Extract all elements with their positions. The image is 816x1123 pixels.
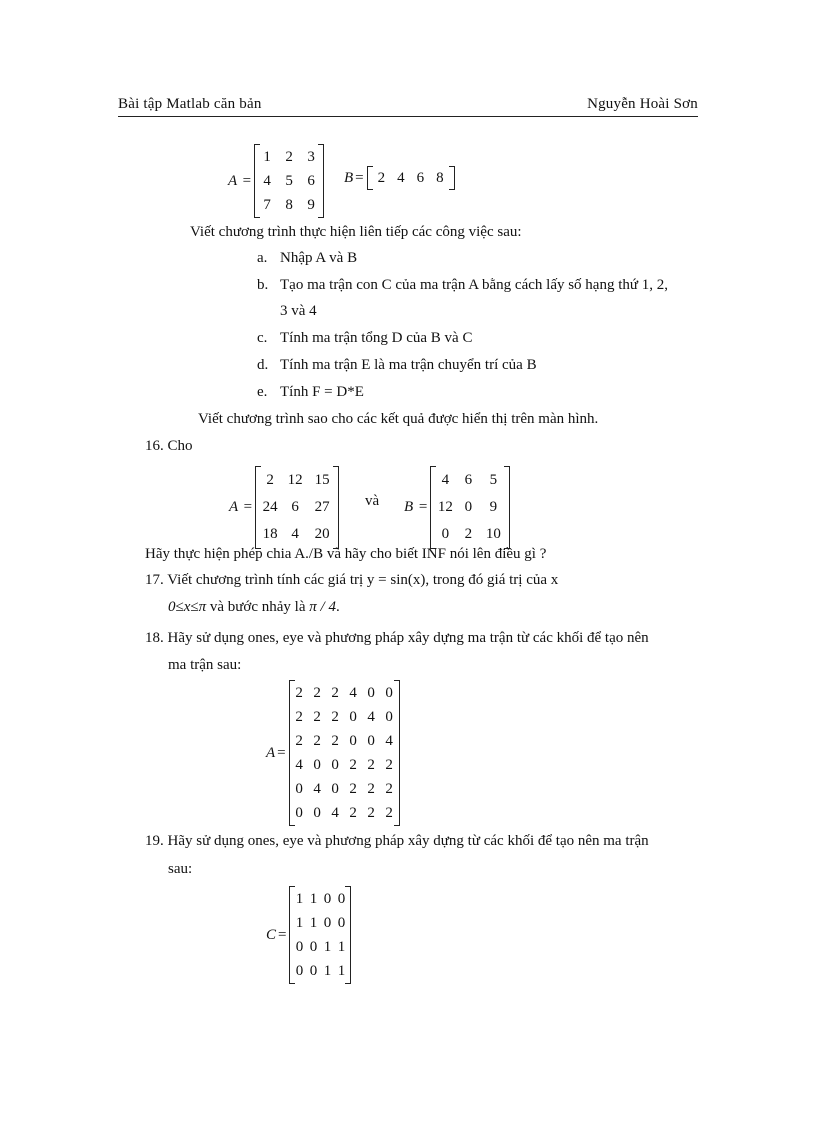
matrix-cell: 0 [309, 939, 318, 955]
matrix-cell: 0 [385, 685, 393, 701]
matrix-cell: 12 [287, 472, 303, 488]
matrix-a1-label: A [228, 172, 237, 189]
matrix-cell: 6 [464, 472, 473, 488]
matrix-cell: 9 [489, 499, 498, 515]
matrix-cell: 4 [313, 781, 321, 797]
matrix-cell: 0 [295, 963, 304, 979]
matrix-cell: 18 [262, 526, 278, 542]
matrix-cell: 6 [291, 499, 299, 515]
matrix-cell: 1 [263, 149, 271, 165]
matrix-cell: 1 [337, 963, 346, 979]
matrix-a16-body [255, 466, 339, 549]
matrix-a1-body [254, 144, 324, 218]
task-marker: d. [257, 357, 269, 373]
matrix-cell: 8 [285, 197, 293, 213]
matrix-cell: 2 [285, 149, 293, 165]
matrix-cell: 7 [263, 197, 271, 213]
matrix-a16-eq: = [243, 499, 253, 515]
matrix-cell: 24 [262, 499, 278, 515]
matrix-cell: 1 [309, 915, 318, 931]
matrix-cell: 4 [367, 709, 375, 725]
matrix-cell: 0 [313, 757, 321, 773]
matrix-cell: 0 [323, 915, 332, 931]
matrix-cell: 2 [367, 781, 375, 797]
task-marker: e. [257, 384, 268, 400]
matrix-cell: 1 [309, 891, 318, 907]
matrix-cell: 20 [314, 526, 330, 542]
matrix-cell: 2 [295, 685, 303, 701]
task-marker: b. [257, 277, 269, 293]
task-text: Nhập A và B [280, 250, 358, 266]
matrix-cell: 12 [437, 499, 453, 515]
matrix-cell: 2 [385, 805, 393, 821]
matrix-cell: 0 [349, 709, 357, 725]
matrix-cell: 6 [416, 169, 425, 186]
q17-step: π / 4 [309, 599, 336, 615]
matrix-cell: 2 [349, 781, 357, 797]
matrix-cell: 2 [331, 733, 339, 749]
matrix-cell: 2 [367, 757, 375, 773]
q18-subtitle: ma trận sau: [168, 657, 242, 673]
matrix-cell: 2 [331, 685, 339, 701]
matrix-cell: 0 [337, 915, 346, 931]
matrix-b1-eq: = [355, 169, 364, 186]
matrix-b16-body [430, 466, 510, 549]
matrix-cell: 4 [385, 733, 393, 749]
matrix-cell: 2 [313, 709, 321, 725]
matrix-cell: 8 [436, 169, 444, 186]
q19-title: 19. Hãy sử dụng ones, eye và phương pháp xây dựng từ các khối để tạo nên ma trận [145, 833, 649, 849]
matrix-cell: 2 [295, 733, 303, 749]
matrix-cell: 0 [323, 891, 332, 907]
task-text: Tính F = D*E [280, 384, 364, 400]
matrix-cell: 2 [385, 781, 393, 797]
matrix-cell: 0 [385, 709, 393, 725]
matrix-cell: 4 [291, 526, 299, 542]
matrix-c19 [266, 886, 351, 984]
matrix-cell: 4 [263, 173, 271, 189]
matrix-cell: 0 [313, 805, 321, 821]
matrix-cell: 2 [367, 805, 375, 821]
matrix-cell: 4 [331, 805, 339, 821]
matrix-a18 [266, 680, 400, 826]
matrix-cell: 2 [349, 805, 357, 821]
matrix-a1-eq: = [242, 172, 252, 189]
matrix-b1 [344, 166, 455, 190]
q18-title: 18. Hãy sử dụng ones, eye và phương pháp xây dựng ma trận từ các khối để tạo nên [145, 630, 649, 646]
display-text: Viết chương trình sao cho các kết quả được hiển thị trên màn hình. [198, 411, 599, 427]
matrix-b16-label: B [404, 499, 414, 515]
matrix-cell: 0 [331, 781, 339, 797]
and-text: và [365, 493, 380, 509]
matrix-cell: 0 [295, 781, 303, 797]
q17-range-end: . [335, 599, 340, 615]
matrix-cell: 1 [337, 939, 346, 955]
matrix-cell: 4 [441, 472, 450, 488]
matrix-cell: 0 [349, 733, 357, 749]
task-text: 3 và 4 [280, 303, 317, 319]
matrix-cell: 10 [485, 526, 501, 542]
matrix-a16-label: A [229, 499, 238, 515]
matrix-b1-label: B [344, 169, 354, 186]
matrix-cell: 0 [331, 757, 339, 773]
q19-subtitle: sau: [168, 861, 193, 877]
matrix-cell: 0 [441, 526, 450, 542]
task-text: Tính ma trận E là ma trận chuyển trí của B [280, 357, 537, 373]
matrix-cell: 0 [464, 499, 473, 515]
matrix-cell: 9 [307, 197, 315, 213]
matrix-a1 [228, 144, 324, 218]
matrix-cell: 2 [349, 757, 357, 773]
matrix-b1-body [367, 166, 455, 190]
header-left: Bài tập Matlab căn bản [118, 96, 262, 112]
q17-title: 17. Viết chương trình tính các giá trị y = sin(x), trong đó giá trị của x [145, 572, 559, 588]
intro-text: Viết chương trình thực hiện liên tiếp các công việc sau: [190, 224, 522, 240]
matrix-cell: 2 [313, 685, 321, 701]
matrix-cell: 6 [307, 173, 315, 189]
matrix-cell: 2 [266, 472, 274, 488]
matrix-cell: 0 [295, 939, 304, 955]
matrix-cell: 15 [314, 472, 330, 488]
matrix-cell: 1 [323, 963, 332, 979]
q17-range-mid: và bước nhảy là [206, 599, 310, 615]
matrix-c19-eq: = [278, 926, 287, 943]
matrix-cell: 1 [323, 939, 332, 955]
matrix-cell: 2 [295, 709, 303, 725]
matrix-cell: 4 [295, 757, 303, 773]
matrix-cell: 5 [489, 472, 498, 488]
matrix-c19-body [289, 886, 351, 984]
matrix-cell: 2 [377, 169, 386, 186]
matrix-cell: 5 [285, 173, 293, 189]
matrix-cell: 0 [367, 685, 375, 701]
matrix-c19-label: C [266, 926, 277, 943]
matrix-a16 [229, 466, 339, 549]
matrix-cell: 1 [295, 915, 304, 931]
matrix-cell: 0 [295, 805, 303, 821]
matrix-a18-eq: = [277, 744, 286, 761]
matrix-cell: 3 [307, 149, 315, 165]
matrix-cell: 2 [331, 709, 339, 725]
task-marker: c. [257, 330, 268, 346]
matrix-cell: 1 [295, 891, 304, 907]
matrix-b16 [404, 466, 510, 549]
matrix-cell: 0 [309, 963, 318, 979]
task-text: Tạo ma trận con C của ma trận A bằng cách lấy số hạng thứ 1, 2, [280, 277, 669, 293]
q16-question: Hãy thực hiện phép chia A./B và hãy cho biết INF nói lên điều gì ? [145, 546, 547, 562]
task-marker: a. [257, 250, 268, 266]
header-right: Nguyễn Hoài Sơn [587, 96, 698, 112]
matrix-a18-body [289, 680, 400, 826]
matrix-b16-eq: = [418, 499, 428, 515]
header-rule [118, 116, 698, 117]
q16-title: 16. Cho [145, 438, 193, 454]
q17-range [168, 599, 340, 616]
task-text: Tính ma trận tổng D của B và C [280, 330, 473, 346]
matrix-cell: 4 [397, 169, 405, 186]
matrix-a18-label: A [266, 744, 276, 761]
matrix-cell: 4 [349, 685, 357, 701]
matrix-cell: 0 [337, 891, 346, 907]
matrix-cell: 27 [314, 499, 330, 515]
q17-range-math: 0≤x≤π [168, 599, 207, 615]
matrix-cell: 2 [385, 757, 393, 773]
matrix-cell: 2 [464, 526, 473, 542]
matrix-cell: 0 [367, 733, 375, 749]
matrix-cell: 2 [313, 733, 321, 749]
